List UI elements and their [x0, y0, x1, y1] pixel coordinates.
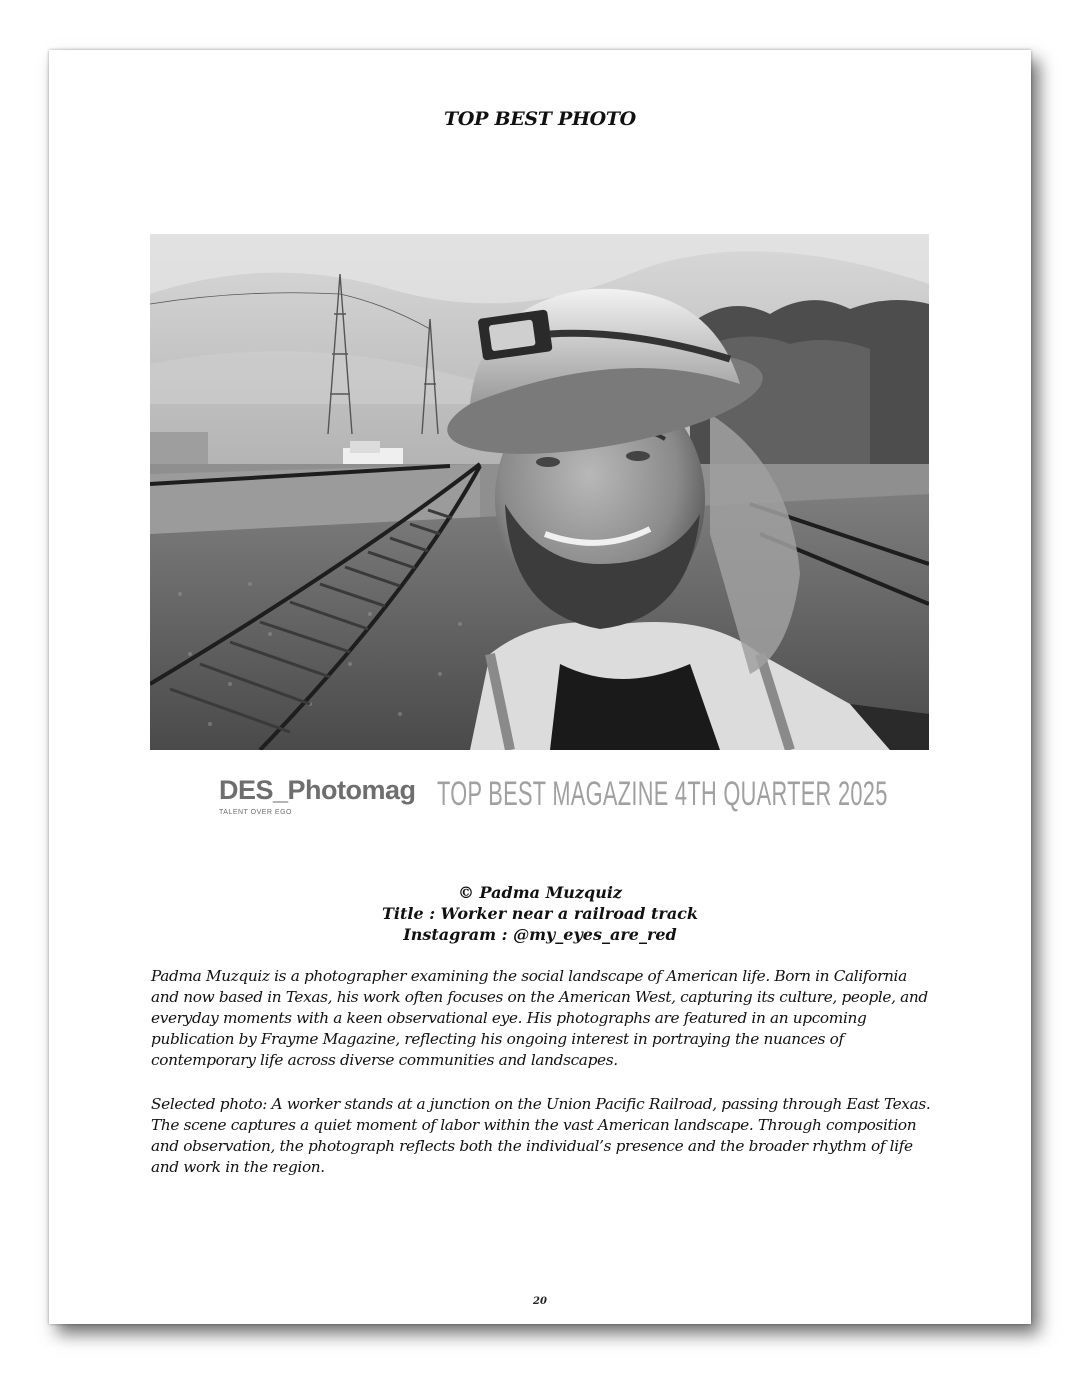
featured-photo	[150, 234, 929, 750]
photo-credits	[49, 882, 1031, 945]
instagram-handle: Instagram : @my_eyes_are_red	[403, 925, 677, 944]
logo-tagline: TALENT OVER EGO	[219, 809, 292, 816]
brand-row	[219, 774, 919, 824]
magazine-banner: TOP BEST MAGAZINE 4TH QUARTER 2025	[437, 775, 888, 813]
magazine-page	[49, 50, 1031, 1324]
des-photomag-logo	[219, 774, 429, 816]
photo-title: Title : Worker near a railroad track	[381, 904, 699, 923]
page-heading: TOP BEST PHOTO	[444, 108, 636, 130]
logo-wordmark: DES_Photomag	[219, 775, 416, 805]
railroad-worker-photo	[150, 234, 929, 750]
selected-photo-description: Selected photo: A worker stands at a junction on the Union Pacific Railroad, passing through East Texas. The scene captures a quiet moment of labor within the vast American landscape. Through composition and observation, the photograph reflects both the individual’s presence and the broader rhythm of life and work in the region.	[151, 1095, 931, 1176]
photographer-bio: Padma Muzquiz is a photographer examining the social landscape of American life. Born in California and now based in Texas, his work often focuses on the American West, capturing its culture, people, and everyday moments with a keen observational eye. His photographs are featured in an upcoming publication by Frayme Magazine, reflecting his ongoing interest in portraying the nuances of contemporary life across diverse communities and landscapes.	[151, 967, 928, 1069]
photographer-credit: © Padma Muzquiz	[457, 883, 622, 902]
page-number: 20	[533, 1296, 547, 1307]
